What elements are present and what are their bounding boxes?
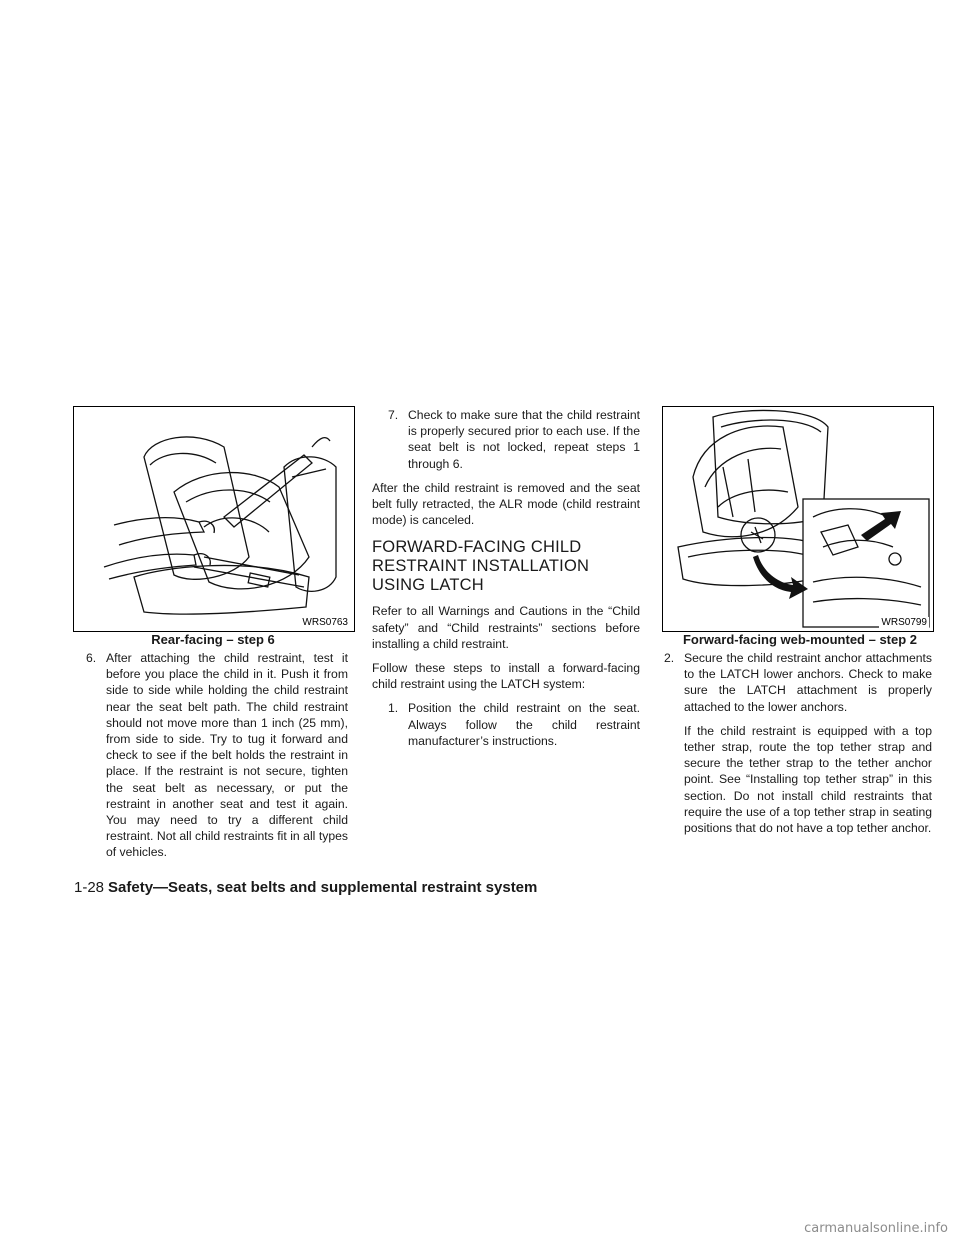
section-heading: FORWARD-FACING CHILD RESTRAINT INSTALLATION USING LATCH bbox=[372, 538, 590, 595]
figure-forward-facing bbox=[662, 406, 934, 632]
step-2-subparagraph: If the child restraint is equipped with a top tether strap, route the top tether strap and secure the tether strap to the tether anchor point. See “Installing top tether strap” in this section. Do not install child restraints that require the use of a top tether strap in seating positions that do not have a top tether anchor. bbox=[684, 723, 932, 836]
column-2 bbox=[372, 407, 640, 757]
step-text: After attaching the child restraint, test it before you place the child in it. Push it from side to side while holding the child restraint near the seat belt path. The child restraint should not move more than 1 inch (25 mm), from side to side. Try to tug it forward and check to see if the belt holds the restraint in place. If the restraint is not secure, tighten the seat belt as necessary, or put the restraint in another seat and test it again. You may need to try a different child restraint. Not all child restraints fit in all types of vehicles. bbox=[106, 651, 348, 860]
paragraph-alr: After the child restraint is removed and the seat belt fully retracted, the ALR mode (child restraint mode) is canceled. bbox=[372, 480, 640, 528]
figure-code: WRS0799 bbox=[881, 617, 927, 628]
step-number: 2. bbox=[664, 651, 675, 665]
figure-caption-left: Rear-facing – step 6 bbox=[151, 632, 275, 647]
step-7 bbox=[388, 407, 640, 472]
figure-rear-facing bbox=[73, 406, 355, 632]
step-1 bbox=[388, 700, 640, 749]
page-number: 1-28 bbox=[74, 879, 105, 896]
figure-caption-right: Forward-facing web-mounted – step 2 bbox=[682, 632, 918, 647]
step-text: Position the child restraint on the seat. Always follow the child restraint manufacturer’s instructions. bbox=[408, 701, 640, 748]
column-1 bbox=[86, 650, 348, 869]
column-3 bbox=[664, 650, 932, 836]
step-2 bbox=[664, 650, 932, 715]
paragraph-refer: Refer to all Warnings and Cautions in the “Child safety” and “Child restraints” sections before installing a child restraint. bbox=[372, 604, 640, 651]
section-title: Safety—Seats, seat belts and supplemental restraint system bbox=[108, 879, 538, 896]
step-number: 6. bbox=[86, 651, 97, 665]
step-text: Secure the child restraint anchor attachments to the LATCH lower anchors. Check to make sure the LATCH attachment is properly attached to the lower anchors. bbox=[684, 651, 932, 714]
paragraph-follow: Follow these steps to install a forward-facing child restraint using the LATCH system: bbox=[372, 661, 640, 692]
forward-facing-illustration bbox=[663, 407, 933, 631]
figure-code: WRS0763 bbox=[302, 617, 348, 628]
rear-facing-illustration bbox=[74, 407, 354, 631]
watermark: carmanualsonline.info bbox=[804, 1221, 948, 1236]
step-text: Check to make sure that the child restraint is properly secured prior to each use. If the seat belt is not locked, repeat steps 1 through 6. bbox=[408, 408, 640, 471]
page-footer bbox=[74, 879, 537, 896]
step-number: 7. bbox=[388, 408, 399, 422]
step-number: 1. bbox=[388, 701, 399, 716]
step-6 bbox=[86, 650, 348, 861]
